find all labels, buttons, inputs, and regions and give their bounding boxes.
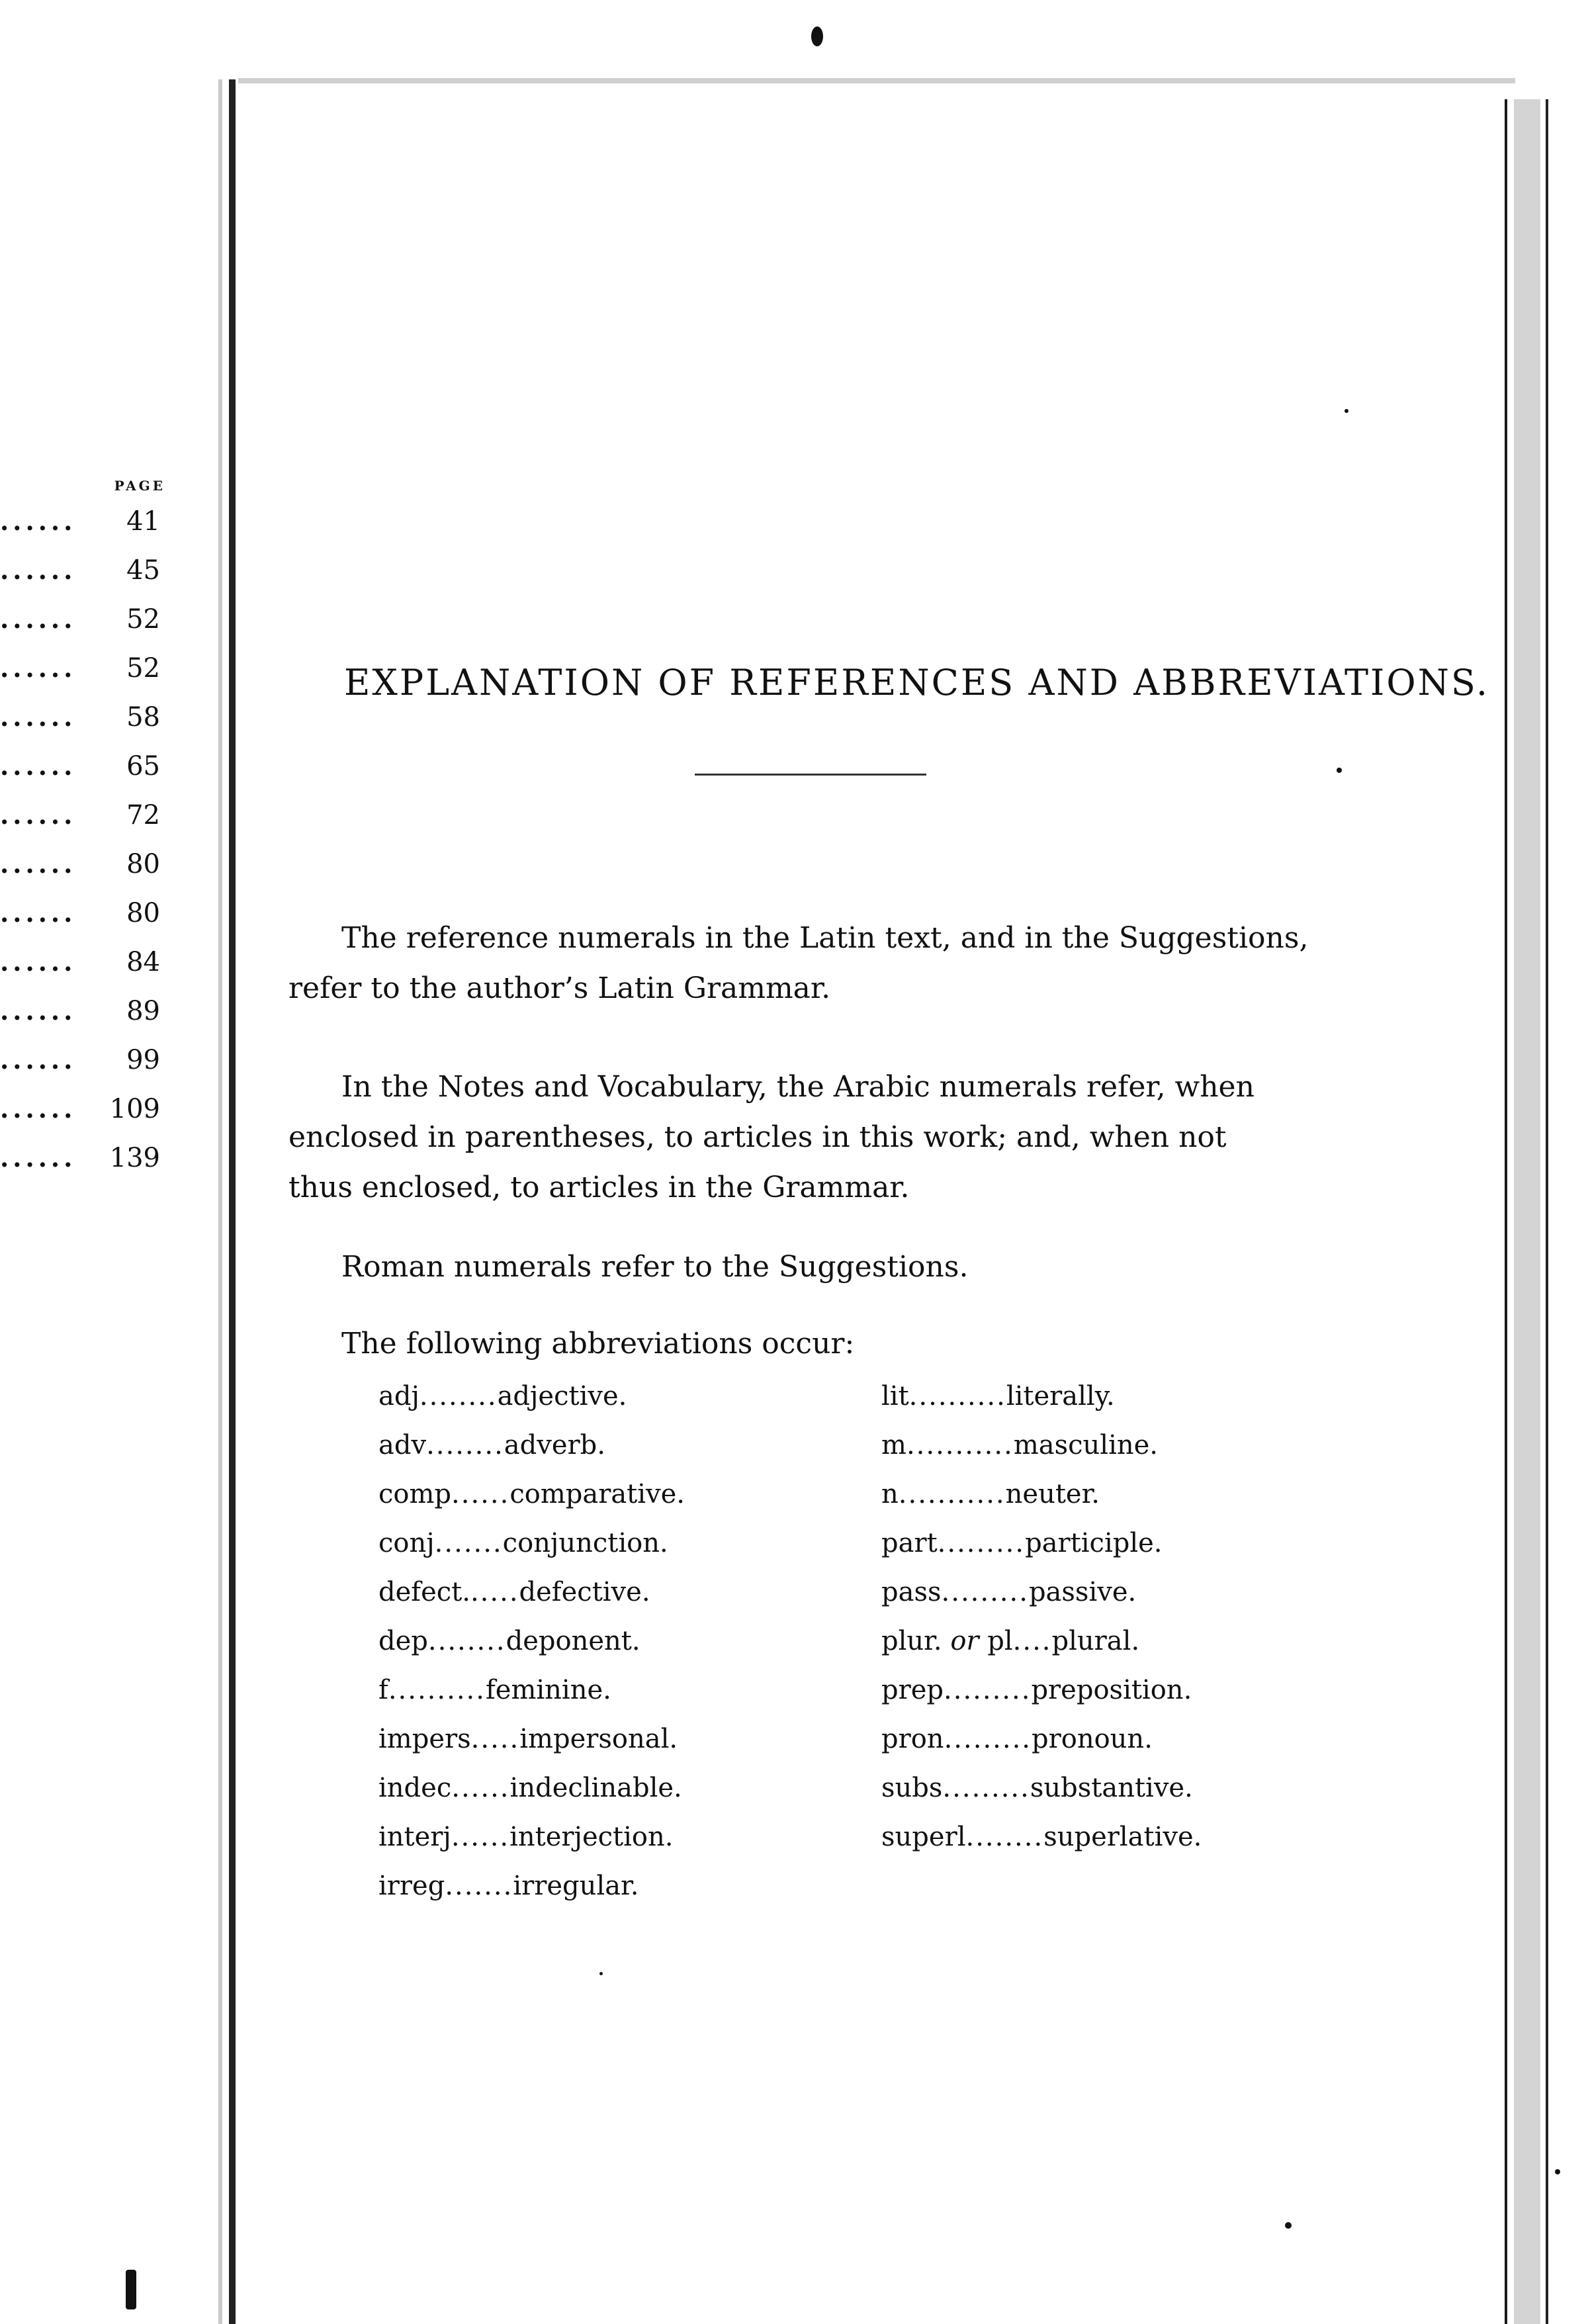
abbreviation-meaning: indeclinable. (509, 1773, 682, 1803)
abbreviation-term: m (881, 1430, 906, 1460)
abbreviation-leader-dots: ..... (470, 1724, 520, 1754)
abbreviation-term: subs (881, 1773, 943, 1803)
toc-page-number: 109 (109, 1094, 160, 1124)
toc-page-number: 41 (126, 506, 160, 537)
paragraph-roman (288, 1242, 1347, 1292)
toc-page-number: 89 (126, 996, 160, 1026)
toc-row (0, 947, 159, 987)
toc-page-heading: PAGE (114, 478, 165, 494)
abbreviation-row (881, 1764, 1371, 1812)
toc-page-number: 52 (126, 604, 160, 635)
abbreviation-row (378, 1568, 868, 1617)
abbreviation-row (378, 1812, 868, 1861)
previous-page-strip (0, 66, 225, 2324)
abbreviation-term: interj (378, 1822, 451, 1852)
abbreviation-leader-dots: ...... (451, 1822, 510, 1852)
abbreviation-leader-dots: ...... (451, 1479, 510, 1509)
toc-leader-dots: ...... (0, 898, 77, 928)
toc-row (0, 996, 159, 1036)
toc-leader-dots: ...... (0, 947, 77, 977)
paragraph-line: enclosed in parentheses, to articles in this work; and, when not (288, 1120, 1227, 1154)
abbreviation-meaning: adverb. (504, 1430, 605, 1460)
abbreviation-term: n (881, 1479, 899, 1509)
abbreviation-row (881, 1812, 1371, 1861)
abbreviation-leader-dots: ......... (937, 1528, 1026, 1558)
toc-leader-dots: ...... (0, 555, 77, 585)
paragraph-line: In the Notes and Vocabulary, the Arabic numerals refer, when (341, 1070, 1255, 1104)
book-gutter (198, 79, 245, 2324)
paragraph-line: The reference numerals in the Latin text, and in the Suggestions, (341, 921, 1309, 955)
abbreviation-meaning: preposition. (1031, 1675, 1192, 1705)
toc-leader-dots: ...... (0, 653, 77, 683)
paragraph-references (288, 913, 1347, 1014)
toc-leader-dots: ...... (0, 996, 77, 1026)
toc-leader-dots: ...... (0, 751, 77, 781)
abbreviation-row (378, 1617, 868, 1666)
toc-page-number: 45 (126, 555, 160, 586)
abbreviation-term: prep (881, 1675, 944, 1705)
toc-leader-dots: ...... (0, 1045, 77, 1075)
page-title: EXPLANATION OF REFERENCES AND ABBREVIATIONS. (344, 662, 1490, 703)
abbreviation-row (378, 1861, 868, 1910)
paragraph-line: refer to the author’s Latin Grammar. (288, 971, 831, 1005)
abbreviation-leader-dots: ..... (470, 1577, 519, 1607)
abbreviation-leader-dots: .......... (388, 1675, 486, 1705)
abbreviation-meaning: plural. (1051, 1626, 1140, 1656)
paragraph-line: thus enclosed, to articles in the Grammar. (288, 1171, 910, 1204)
abbreviation-leader-dots: ........ (427, 1626, 506, 1656)
abbreviation-term: irreg (378, 1871, 445, 1901)
abbreviation-row (378, 1715, 868, 1764)
toc-leader-dots: ...... (0, 1094, 77, 1124)
toc-row (0, 751, 159, 791)
toc-row (0, 653, 159, 693)
paragraph-abbrev-intro (288, 1319, 1347, 1369)
toc-page-number: 80 (126, 898, 160, 928)
abbreviation-row (881, 1617, 1371, 1666)
abbreviation-row (378, 1470, 868, 1519)
abbreviation-leader-dots: .... (1012, 1626, 1052, 1656)
abbreviation-leader-dots: ........ (419, 1381, 498, 1411)
abbreviation-row (881, 1421, 1371, 1470)
abbreviation-leader-dots: ........... (906, 1430, 1014, 1460)
abbreviation-meaning: substantive. (1030, 1773, 1193, 1803)
toc-row (0, 555, 159, 595)
abbreviation-row (378, 1519, 868, 1568)
toc-leader-dots: ...... (0, 506, 77, 536)
toc-row (0, 702, 159, 742)
abbreviation-leader-dots: ......... (941, 1577, 1029, 1607)
toc-page-number: 72 (126, 800, 160, 830)
toc-leader-dots: ...... (0, 800, 77, 830)
abbreviation-term: part (881, 1528, 938, 1558)
abbreviation-term: comp (378, 1479, 452, 1509)
abbreviation-meaning: superlative. (1043, 1822, 1202, 1852)
toc-leader-dots: ...... (0, 702, 77, 732)
abbreviation-term: adv (378, 1430, 427, 1460)
abbreviation-term: adj (378, 1381, 419, 1411)
toc-row (0, 849, 159, 889)
abbreviation-meaning: neuter. (1005, 1479, 1100, 1509)
page-fore-edge (1489, 99, 1588, 2324)
toc-page-number: 139 (109, 1143, 160, 1173)
abbreviation-meaning: passive. (1028, 1577, 1137, 1607)
toc-page-number: 84 (126, 947, 160, 977)
paragraph-line: The following abbreviations occur: (341, 1327, 855, 1361)
abbreviation-leader-dots: ......... (942, 1773, 1030, 1803)
abbreviation-row (378, 1372, 868, 1421)
abbreviation-leader-dots: .......... (908, 1381, 1006, 1411)
toc-page-number: 65 (126, 751, 160, 782)
abbreviation-meaning: participle. (1025, 1528, 1163, 1558)
abbreviation-leader-dots: ........ (426, 1430, 504, 1460)
toc-page-number: 99 (126, 1045, 160, 1075)
abbreviation-meaning: defective. (519, 1577, 650, 1607)
abbreviation-leader-dots: ....... (434, 1528, 503, 1558)
paragraph-line: Roman numerals refer to the Suggestions. (341, 1250, 969, 1284)
toc-page-number: 52 (126, 653, 160, 684)
toc-row (0, 604, 159, 644)
abbreviation-row (881, 1372, 1371, 1421)
abbreviation-row (881, 1666, 1371, 1715)
abbreviation-meaning: conjunction. (502, 1528, 668, 1558)
abbreviation-leader-dots: ....... (445, 1871, 513, 1901)
abbreviation-leader-dots: ........... (898, 1479, 1006, 1509)
abbreviation-meaning: deponent. (506, 1626, 640, 1656)
abbreviation-leader-dots: ...... (451, 1773, 510, 1803)
abbreviation-row (881, 1715, 1371, 1764)
abbreviation-meaning: literally. (1006, 1381, 1115, 1411)
toc-row (0, 506, 159, 546)
abbreviation-meaning: adjective. (497, 1381, 627, 1411)
abbreviation-term: dep (378, 1626, 428, 1656)
abbreviation-leader-dots: ........ (965, 1822, 1044, 1852)
abbreviations-left-column (378, 1372, 868, 1910)
book-page (245, 83, 1489, 2324)
toc-leader-dots: ...... (0, 849, 77, 879)
toc-row (0, 800, 159, 840)
abbreviation-meaning: irregular. (513, 1871, 639, 1901)
abbreviation-meaning: interjection. (509, 1822, 674, 1852)
abbreviation-meaning: pronoun. (1032, 1724, 1153, 1754)
toc-row (0, 898, 159, 938)
abbreviation-row (378, 1666, 868, 1715)
abbreviation-meaning: masculine. (1013, 1430, 1159, 1460)
title-rule (695, 774, 926, 776)
abbreviation-term: impers (378, 1724, 471, 1754)
abbreviation-term: conj (378, 1528, 435, 1558)
abbreviation-row (378, 1764, 868, 1812)
abbreviation-term: pron (881, 1724, 944, 1754)
abbreviation-term: pass (881, 1577, 942, 1607)
abbreviation-row (378, 1421, 868, 1470)
abbreviation-term: lit (881, 1381, 909, 1411)
toc-leader-dots: ...... (0, 604, 77, 634)
abbreviation-term: superl (881, 1822, 966, 1852)
abbreviation-term: f (378, 1675, 388, 1705)
abbreviation-term: plur. or pl (881, 1626, 1013, 1656)
abbreviation-meaning: comparative. (509, 1479, 685, 1509)
abbreviation-leader-dots: ......... (944, 1675, 1032, 1705)
toc-row (0, 1143, 159, 1183)
abbreviation-term: indec (378, 1773, 452, 1803)
abbreviation-row (881, 1470, 1371, 1519)
toc-row (0, 1045, 159, 1085)
toc-leader-dots: ...... (0, 1143, 77, 1173)
toc-page-number: 80 (126, 849, 160, 879)
paragraph-numerals (288, 1062, 1347, 1213)
toc-row (0, 1094, 159, 1134)
abbreviation-meaning: feminine. (485, 1675, 611, 1705)
abbreviation-term: defect. (378, 1577, 470, 1607)
abbreviations-right-column (881, 1372, 1371, 1861)
abbreviation-leader-dots: ......... (944, 1724, 1032, 1754)
abbreviation-meaning: impersonal. (519, 1724, 678, 1754)
toc-page-number: 58 (126, 702, 160, 733)
abbreviation-row (881, 1568, 1371, 1617)
abbreviation-row (881, 1519, 1371, 1568)
